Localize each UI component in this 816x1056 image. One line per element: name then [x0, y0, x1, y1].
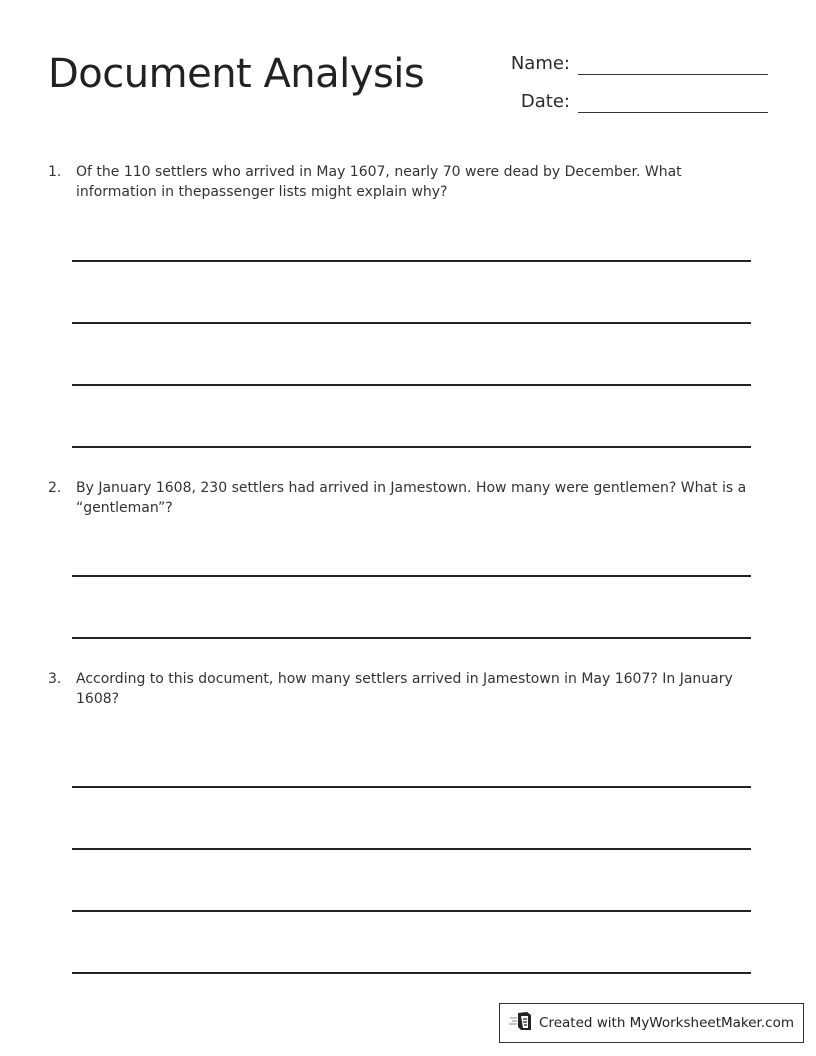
footer-credit [499, 1003, 804, 1043]
question-text: By January 1608, 230 settlers had arrived in Jamestown. How many were gentlemen? What is a “gentleman”? [76, 480, 747, 516]
answer-line-3-2[interactable] [72, 848, 751, 850]
question-text: Of the 110 settlers who arrived in May 1607, nearly 70 were dead by December. What information in thepassenger lists might explain why? [76, 164, 682, 200]
question-1 [48, 162, 763, 202]
answer-line-2-2[interactable] [72, 637, 751, 639]
answer-line-3-4[interactable] [72, 972, 751, 974]
answer-line-2-1[interactable] [72, 575, 751, 577]
footer-text: Created with MyWorksheetMaker.com [539, 1015, 794, 1031]
question-number: 3. [48, 671, 62, 687]
question-number: 1. [48, 164, 62, 180]
answer-line-1-4[interactable] [72, 446, 751, 448]
date-label: Date: [520, 91, 570, 112]
page-title: Document Analysis [48, 51, 425, 97]
answer-line-3-3[interactable] [72, 910, 751, 912]
name-label: Name: [510, 53, 570, 74]
name-input-line[interactable] [578, 52, 768, 75]
question-3 [48, 669, 763, 709]
name-field[interactable] [490, 52, 768, 75]
answer-line-1-1[interactable] [72, 260, 751, 262]
question-2 [48, 478, 763, 518]
question-text: According to this document, how many settlers arrived in Jamestown in May 1607? In January 1608? [76, 671, 733, 707]
worksheet-maker-logo-icon [509, 1011, 539, 1035]
date-field[interactable] [490, 90, 768, 113]
answer-line-3-1[interactable] [72, 786, 751, 788]
answer-line-1-3[interactable] [72, 384, 751, 386]
answer-line-1-2[interactable] [72, 322, 751, 324]
question-number: 2. [48, 480, 62, 496]
date-input-line[interactable] [578, 90, 768, 113]
